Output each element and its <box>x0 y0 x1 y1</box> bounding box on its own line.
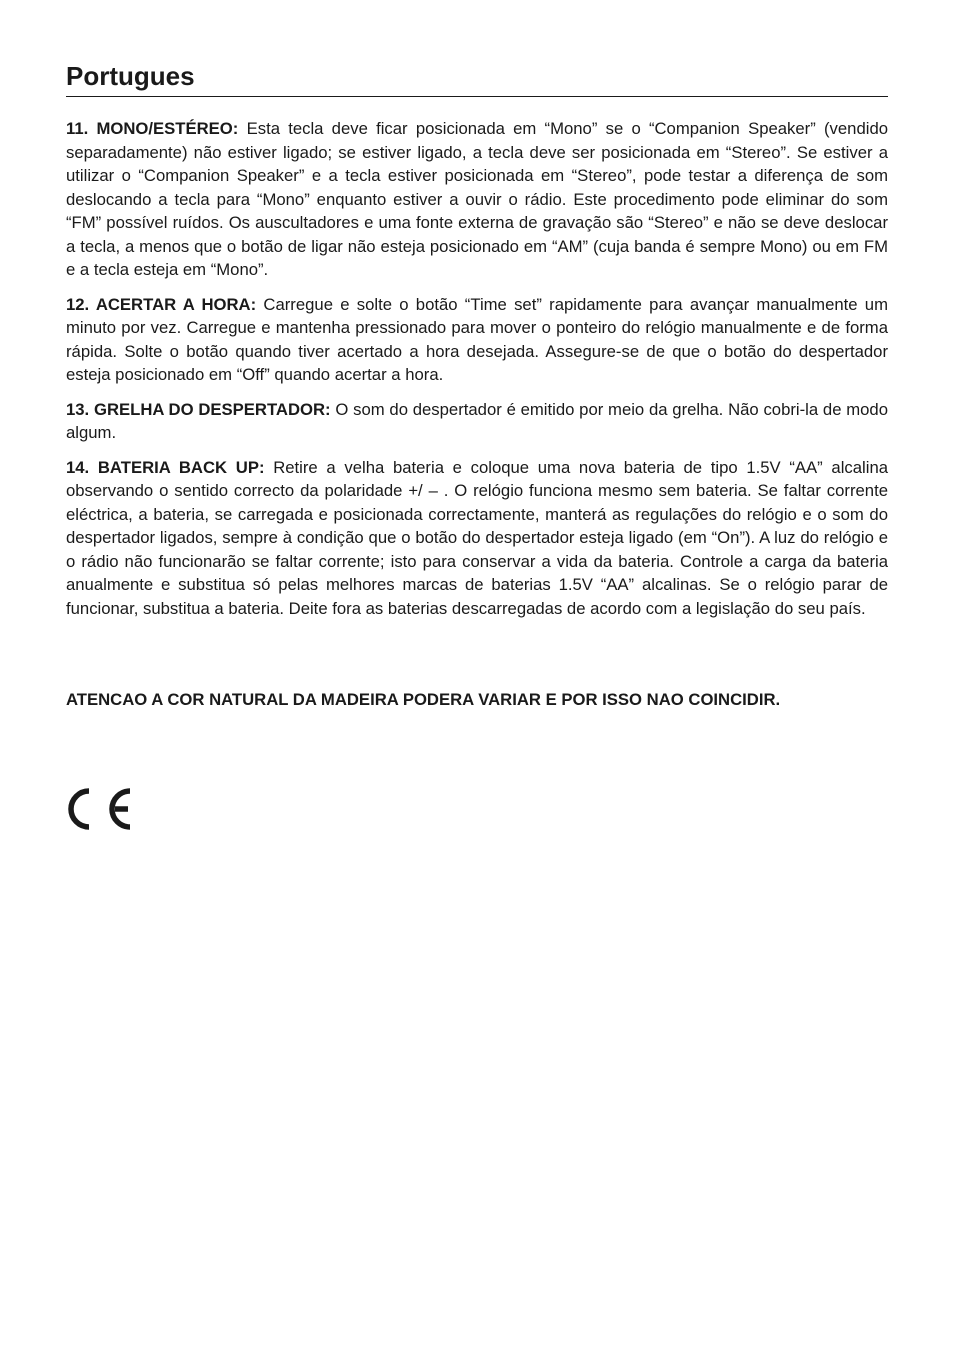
section-acertar-hora <box>66 293 888 387</box>
section-text: O som do despertador é emitido por meio da grelha. Não cobri-la de modo algum. <box>66 399 888 442</box>
ce-mark-icon <box>66 785 134 833</box>
section-mono-stereo <box>66 117 888 282</box>
section-text: Retire a velha bateria e coloque uma nova bateria de tipo 1.5V “AA” alcalina observando o sentido correcto da polaridade +/ – . O relógio funciona mesmo sem bateria. Se faltar corrente eléctrica, a bateria, se carregada e posicionada correctamente, manterá as regulações do relógio e o som do despertador ligados, sempre à condição que o botão do despertador esteja ligado (em “On”). A luz do relógio e o rádio não funcionarão se faltar corrente; isto para conservar a vida da bateria. Controle a carga da bateria anualmente e substitua só pelas melhores marcas de baterias 1.5V “AA” alcalinas. Se o relógio parar de funcionar, substitua a bateria. Deite fora as baterias descarregadas de acordo com a legislação do seu país. <box>66 457 889 618</box>
document-body <box>66 117 888 620</box>
section-heading: 14. BATERIA BACK UP: <box>66 457 265 477</box>
section-grelha-despertador <box>66 398 888 445</box>
page-title: Portugues <box>66 60 888 97</box>
section-bateria-back-up <box>66 456 888 621</box>
section-heading: 11. MONO/ESTÉREO: <box>66 119 239 138</box>
section-text: Carregue e solte o botão “Time set” rapidamente para avançar manualmente um minuto por vez. Carregue e mantenha pressionado para mover o ponteiro do relógio manualmente e de forma rápida. Solte o botão quando tiver acertado a hora desejada. Assegure-se de que o botão do despertador esteja posicionado em “Off” quando acertar a hora. <box>66 294 888 384</box>
wood-color-warning: ATENCAO A COR NATURAL DA MADEIRA PODERA VARIAR E POR ISSO NAO COINCIDIR. <box>66 690 781 709</box>
section-text: Esta tecla deve ficar posicionada em “Mono” se o “Companion Speaker” (vendido separadamente) não estiver ligado; se estiver ligado, a tecla deve ser posicionada em “Stereo”. Se estiver a utilizar o “Companion Speaker” e a tecla estiver posicionada em “Stereo”, pode testar a diferença de som deslocando a tecla para “Mono” enquanto estiver a ouvir o rádio. Este procedimento pode eliminar do som “FM” possível ruídos. Os auscultadores e uma fonte externa de gravação são “Stereo” e não se deve deslocar a tecla, a menos que o botão de ligar não esteja posicionado em “AM” (cuja banda é sempre Mono) ou em FM e a tecla esteja em “Mono”. <box>66 119 889 279</box>
document-page <box>66 60 889 709</box>
section-heading: 12. ACERTAR A HORA: <box>66 294 257 314</box>
section-heading: 13. GRELHA DO DESPERTADOR: <box>66 399 331 419</box>
